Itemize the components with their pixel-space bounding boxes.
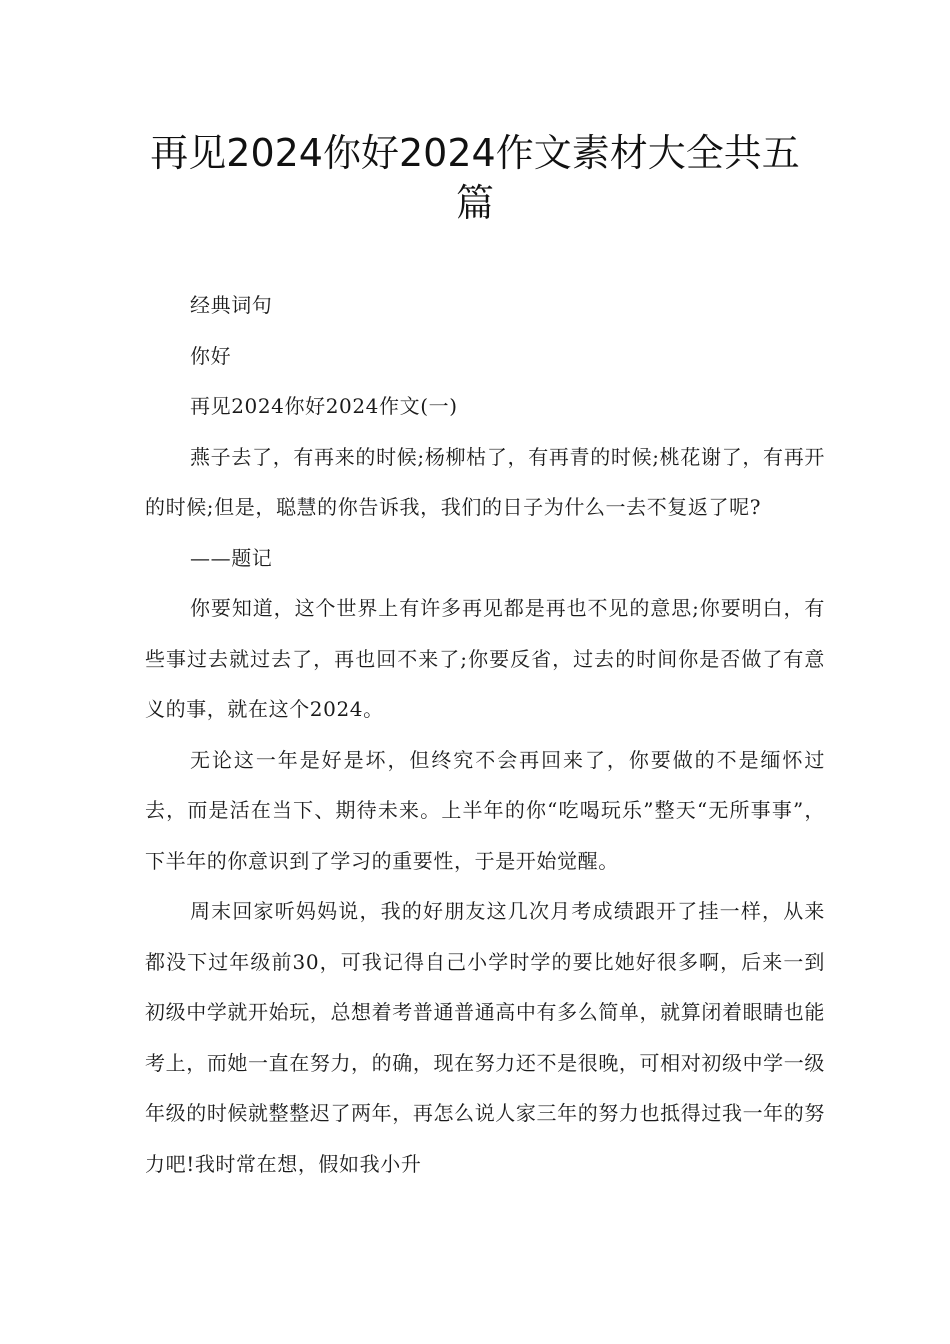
- paragraph-classic-phrases: 经典词句: [190, 293, 273, 317]
- document-title: [120, 128, 830, 228]
- document-body: [145, 280, 825, 1189]
- paragraph-essay-heading: 再见2024你好2024作文(一): [190, 394, 458, 418]
- paragraph-swallows: 燕子去了，有再来的时候;杨柳枯了，有再青的时候;桃花谢了，有再开的时候;但是，聪慧的你告诉我，我们的日子为什么一去不复返了呢?: [145, 444, 825, 519]
- paragraph-epigraph-note: ——题记: [190, 545, 273, 570]
- title-line-1: 再见2024你好2024作文素材大全共五: [150, 131, 800, 175]
- paragraph-good-or-bad-year: 无论这一年是好是坏，但终究不会再回来了，你要做的不是缅怀过去，而是活在当下、期待未来。上半年的你“吃喝玩乐”整天“无所事事”，下半年的你意识到了学习的重要性，于是开始觉醒。: [145, 747, 825, 873]
- paragraph-you-should-know: 你要知道，这个世界上有许多再见都是再也不见的意思;你要明白，有些事过去就过去了，再也回不来了;你要反省，过去的时间你是否做了有意义的事，就在这个2024。: [145, 596, 825, 721]
- title-line-2: 篇: [455, 181, 494, 225]
- paragraph-weekend-home: 周末回家听妈妈说，我的好朋友这几次月考成绩跟开了挂一样，从来都没下过年级前30，可我记得自己小学时学的要比她好很多啊，后来一到初级中学就开始玩，总想着考普通普通高中有多么简单，就算闭着眼睛也能考上，而她一直在努力，的确，现在努力还不是很晚，可相对初级中学一级年级的时候就整整迟了两年，再怎么说人家三年的努力也抵得过我一年的努力吧!我时常在想，假如我小升: [145, 899, 825, 1176]
- paragraph-hello: 你好: [190, 343, 232, 368]
